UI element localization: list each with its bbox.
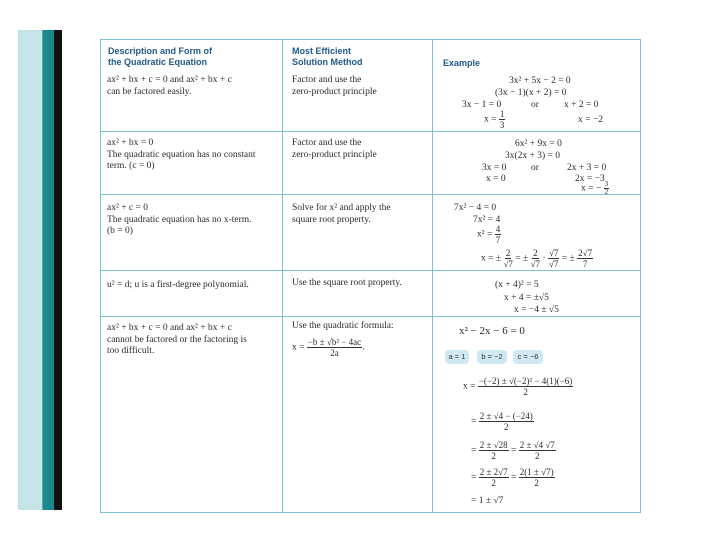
- black-stripe: [54, 30, 62, 510]
- row1-ex-or: or: [531, 100, 539, 110]
- row2-method: Factor and use the zero-product principle: [292, 138, 377, 160]
- quadratic-formula: x = $\frac{\text{−b ± √b² − 4ac}}{2a}$ .: [292, 337, 365, 358]
- header-example: Example: [443, 58, 481, 68]
- row5-ex-equation: x² − 2x − 6 = 0: [459, 325, 525, 337]
- row2-ex-line2: 3x(2x + 3) = 0: [505, 151, 561, 161]
- row4-description: u² = d; u is a first-degree polynomial.: [107, 280, 249, 290]
- row3-description: ax² + c = 0 The quadratic equation has no x-term. (b = 0): [107, 203, 252, 236]
- row2-ex-line3a: 3x = 0: [482, 163, 507, 173]
- row-divider-3: [101, 270, 640, 271]
- row3-ex-line2: 7x² = 4: [473, 215, 501, 225]
- row5-ex-step5: = 1 ± √7: [471, 496, 504, 506]
- row2-description: ax² + bx = 0 The quadratic equation has no constant term. (c = 0): [107, 138, 256, 171]
- header-description: Description and Form of the Quadratic Equation: [108, 46, 213, 67]
- quadratic-methods-table: [100, 39, 641, 513]
- row1-description: ax² + bx + c = 0 and ax² + bx + c can be factored easily.: [107, 75, 232, 97]
- row3-ex-line1: 7x² − 4 = 0: [454, 203, 497, 213]
- row2-ex-or: or: [531, 163, 539, 173]
- row2-ex-line4a: x = 0: [486, 174, 506, 184]
- row5-ex-step1: x = $\frac{\text{−(−2) ± √(−2)² − 4(1)(−6)}}{2}$: [463, 376, 573, 397]
- row3-method: Solve for x² and apply the square root property.: [292, 203, 391, 225]
- row5-ex-step2: = $\frac{2 \pm √4 - (-24)}{2}$: [471, 411, 533, 432]
- row5-ex-step3: = $\frac{2 \pm √28}{2}$ = $\frac{2 \pm √4 √7}{2}$: [471, 440, 555, 461]
- row2-ex-line1: 6x² + 9x = 0: [515, 139, 562, 149]
- row1-ex-root2: x = −2: [578, 115, 603, 125]
- row2-ex-line5: x = − $\frac{3}{2}$: [581, 180, 609, 196]
- row4-ex-line3: x = −4 ± √5: [514, 305, 559, 315]
- row4-ex-line1: (x + 4)² = 5: [495, 280, 539, 290]
- row5-ex-step4: = $\frac{2 \pm 2√7}{2}$ = $\frac{2(1 \pm √7)}{2}$: [471, 467, 554, 488]
- column-divider-2: [432, 40, 433, 512]
- row1-ex-line3a: 3x − 1 = 0: [462, 100, 502, 110]
- row4-ex-line2: x + 4 = ±√5: [504, 293, 549, 303]
- row2-ex-line4b: 2x = −3: [575, 174, 605, 184]
- row-divider-2: [101, 194, 640, 195]
- row5-description: ax² + bx + c = 0 and ax² + bx + c cannot be factored or the factoring is too difficult.: [107, 323, 247, 356]
- header-method: Most Efficient Solution Method: [292, 46, 363, 67]
- row3-ex-line3: x² = $\frac{4}{7}$: [477, 224, 501, 245]
- coef-c-badge: c = −6: [513, 350, 543, 364]
- row1-method: Factor and use the zero-product principle: [292, 75, 377, 97]
- row4-method: Use the square root property.: [292, 278, 402, 288]
- decorative-side-bars: [18, 30, 62, 510]
- row-divider-1: [101, 131, 640, 132]
- light-stripe: [18, 30, 43, 510]
- row-divider-4: [101, 316, 640, 317]
- row2-ex-line3b: 2x + 3 = 0: [567, 163, 607, 173]
- row3-ex-line4: x = ± $\frac{2}{√7}$ = ± $\frac{2}{√7}$ · $\frac{√7}{√7}$ = ± $\frac{2√7}{7}$: [481, 248, 593, 269]
- coef-a-badge: a = 1: [445, 350, 469, 364]
- row1-ex-root1: x = $\frac{1}{3}$: [484, 109, 505, 130]
- column-divider-1: [282, 40, 283, 512]
- row5-method: Use the quadratic formula:: [292, 321, 394, 331]
- coef-b-badge: b = −2: [477, 350, 507, 364]
- row1-ex-line3b: x + 2 = 0: [564, 100, 599, 110]
- row1-ex-line1: 3x² + 5x − 2 = 0: [509, 76, 571, 86]
- row1-ex-line2: (3x − 1)(x + 2) = 0: [495, 88, 567, 98]
- teal-stripe: [43, 30, 54, 510]
